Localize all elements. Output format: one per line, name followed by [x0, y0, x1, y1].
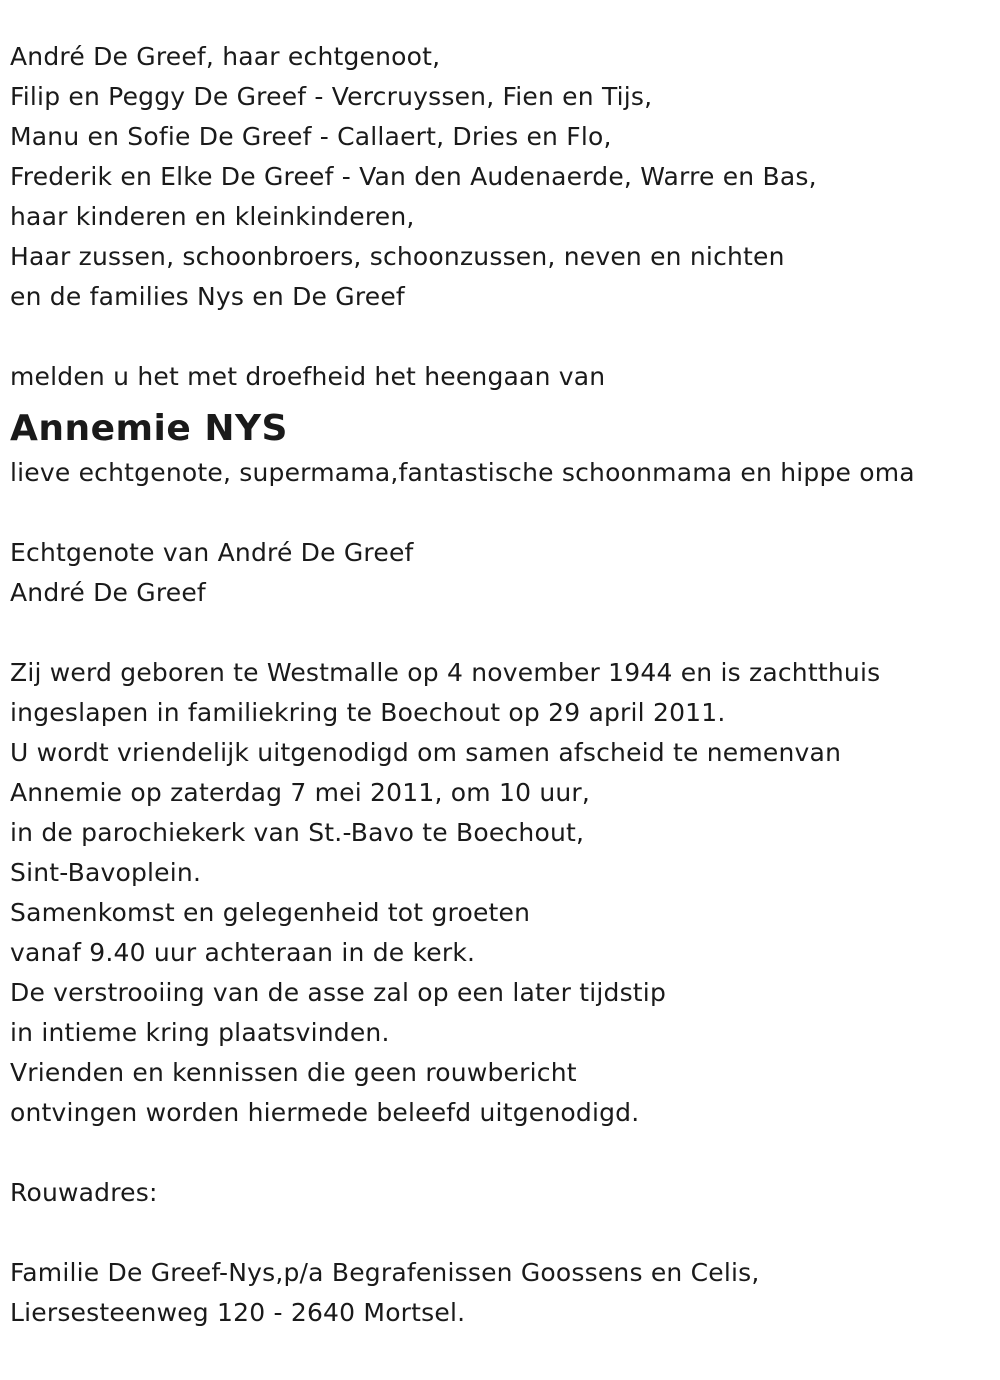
announcement-text: melden u het met droefheid het heengaan van — [10, 362, 606, 391]
family-line: Frederik en Elke De Greef - Van den Audenaerde, Warre en Bas, — [10, 162, 817, 191]
family-line: en de families Nys en De Greef — [10, 282, 405, 311]
spouse-line: André De Greef — [10, 578, 206, 607]
spouse-line: Echtgenote van André De Greef — [10, 538, 414, 567]
detail-line: in intieme kring plaatsvinden. — [10, 1018, 390, 1047]
spacer — [10, 1213, 1000, 1253]
family-line: haar kinderen en kleinkinderen, — [10, 202, 415, 231]
spacer — [10, 493, 1000, 533]
mourning-address — [10, 1253, 1000, 1333]
address-line: Familie De Greef-Nys,p/a Begrafenissen Goossens en Celis, — [10, 1258, 760, 1287]
detail-line: Vrienden en kennissen die geen rouwbericht — [10, 1058, 577, 1087]
address-label: Rouwadres: — [10, 1178, 158, 1207]
spacer — [10, 613, 1000, 653]
deceased-epithet: lieve echtgenote, supermama,fantastische schoonmama en hippe oma — [10, 458, 915, 487]
detail-line: Annemie op zaterdag 7 mei 2011, om 10 uur, — [10, 778, 591, 807]
detail-line: Sint-Bavoplein. — [10, 858, 202, 887]
family-line: Filip en Peggy De Greef - Vercruyssen, Fien en Tijs, — [10, 82, 653, 111]
detail-line: ingeslapen in familiekring te Boechout op 29 april 2011. — [10, 698, 726, 727]
spacer — [10, 1133, 1000, 1173]
detail-line: ontvingen worden hiermede beleefd uitgenodigd. — [10, 1098, 640, 1127]
family-line: André De Greef, haar echtgenoot, — [10, 42, 441, 71]
family-line: Haar zussen, schoonbroers, schoonzussen, neven en nichten — [10, 242, 785, 271]
spacer — [10, 317, 1000, 357]
detail-line: Zij werd geboren te Westmalle op 4 november 1944 en is zachtthuis — [10, 658, 881, 687]
funeral-details — [10, 653, 1000, 1133]
address-line: Liersesteenweg 120 - 2640 Mortsel. — [10, 1298, 466, 1327]
spouse-info — [10, 533, 1000, 613]
family-line: Manu en Sofie De Greef - Callaert, Dries en Flo, — [10, 122, 612, 151]
detail-line: vanaf 9.40 uur achteraan in de kerk. — [10, 938, 476, 967]
family-list — [10, 37, 1000, 317]
detail-line: Samenkomst en gelegenheid tot groeten — [10, 898, 531, 927]
detail-line: De verstrooiing van de asse zal op een later tijdstip — [10, 978, 667, 1007]
detail-line: in de parochiekerk van St.-Bavo te Boechout, — [10, 818, 585, 847]
detail-line: U wordt vriendelijk uitgenodigd om samen afscheid te nemenvan — [10, 738, 842, 767]
deceased-name: Annemie NYS — [10, 408, 288, 449]
